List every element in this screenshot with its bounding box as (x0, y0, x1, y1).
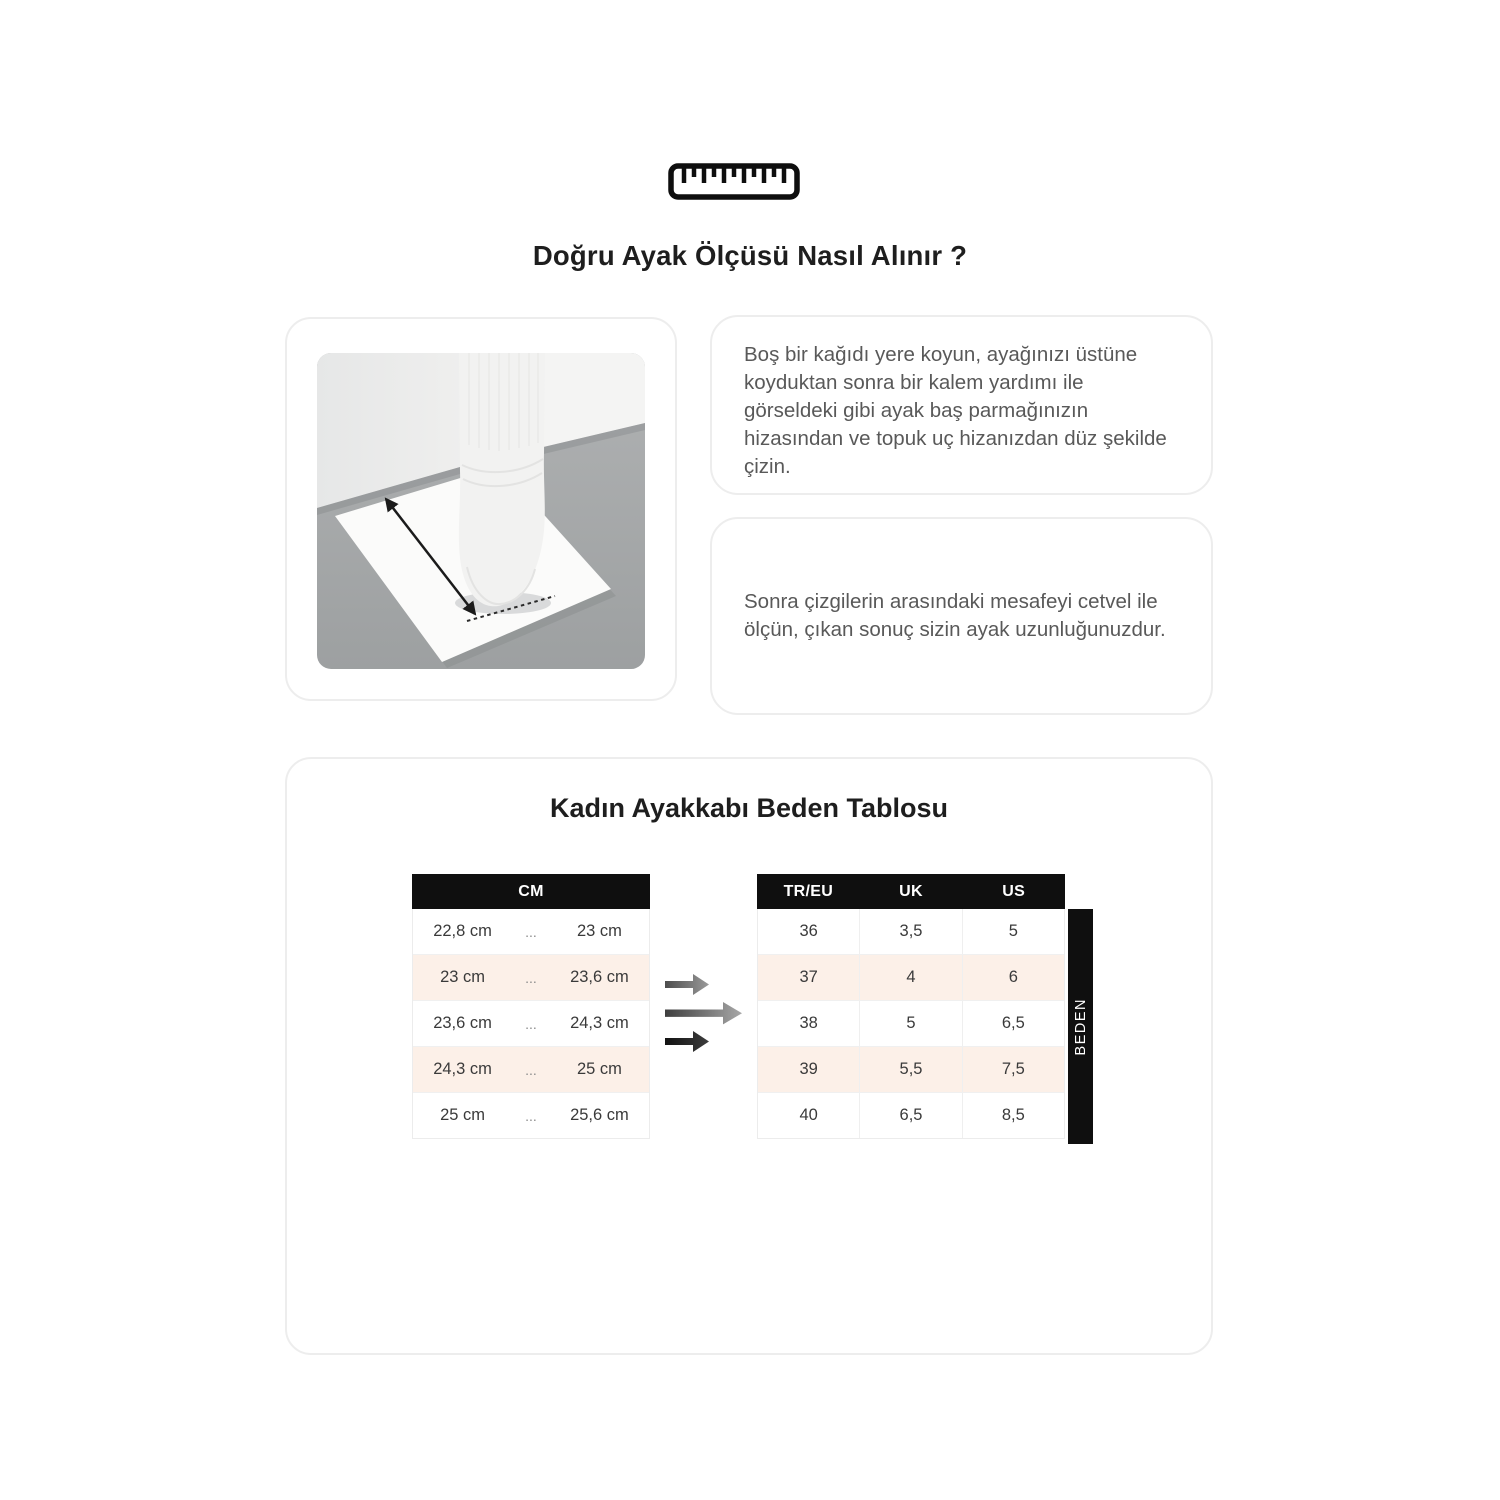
cm-value: 24,3 cm (433, 1060, 492, 1078)
range-separator: ... (525, 1107, 537, 1124)
range-separator: ... (525, 1061, 537, 1078)
size-table-row (758, 955, 1064, 1001)
cm-table-row (413, 1093, 649, 1138)
instruction-card-2 (710, 517, 1213, 715)
instruction-step-2: Sonra çizgilerin arasındaki mesafeyi cetvel ile ölçün, çıkan sonuç sizin ayak uzunluğunuzdur. (744, 590, 1166, 641)
beden-label-text: BEDEN (1072, 997, 1089, 1056)
size-value: 6 (962, 955, 1064, 1000)
size-column-header: TR/EU (783, 882, 834, 900)
instruction-card-1 (710, 315, 1213, 495)
size-value: 4 (859, 955, 961, 1000)
size-value: 7,5 (962, 1047, 1064, 1092)
cm-table-row (413, 1047, 649, 1093)
conversion-arrows-icon (663, 973, 747, 1053)
cm-value: 22,8 cm (433, 922, 492, 940)
size-table-body (757, 909, 1065, 1139)
range-separator: ... (525, 1015, 537, 1032)
size-value: 5 (962, 909, 1064, 954)
size-value: 5,5 (859, 1047, 961, 1092)
size-value: 3,5 (859, 909, 961, 954)
size-value: 5 (859, 1001, 961, 1046)
size-table-row (758, 909, 1064, 955)
cm-table-header: CM (412, 874, 650, 909)
measurement-photo-card (285, 317, 677, 701)
cm-table (412, 874, 650, 1139)
size-table-header-row (757, 874, 1065, 909)
size-value: 40 (799, 1106, 818, 1124)
size-chart-title: Kadın Ayakkabı Beden Tablosu (549, 793, 949, 823)
size-value: 39 (799, 1060, 818, 1078)
instruction-step-1: Boş bir kağıdı yere koyun, ayağınızı üstüne koyduktan sonra bir kalem yardımı ile görseldeki gibi ayak baş parmağınızın hizasından ve topuk uç hizanızdan düz şekilde çizin. (744, 343, 1167, 478)
cm-value: 24,3 cm (570, 1014, 629, 1032)
cm-table-row (413, 955, 649, 1001)
size-value: 6,5 (962, 1001, 1064, 1046)
size-chart-card (285, 757, 1213, 1355)
cm-value: 23,6 cm (570, 968, 629, 986)
ruler-icon (668, 163, 800, 200)
size-column-header: US (1002, 882, 1026, 900)
size-column-header: UK (899, 882, 923, 900)
size-value: 37 (799, 968, 818, 986)
size-table-row (758, 1047, 1064, 1093)
range-separator: ... (525, 969, 537, 986)
cm-value: 25 cm (576, 1060, 622, 1078)
cm-value: 25 cm (440, 1106, 486, 1124)
size-value: 6,5 (859, 1093, 961, 1138)
cm-table-row (413, 909, 649, 955)
page-title: Doğru Ayak Ölçüsü Nasıl Alınır ? (532, 240, 968, 271)
size-table-row (758, 1001, 1064, 1047)
size-table-row (758, 1093, 1064, 1138)
cm-table-body (412, 909, 650, 1139)
cm-value: 23,6 cm (433, 1014, 492, 1032)
range-separator: ... (525, 923, 537, 940)
cm-value: 23 cm (576, 922, 622, 940)
foot-measurement-photo (317, 353, 645, 669)
cm-value: 23 cm (440, 968, 486, 986)
size-conversion-table (757, 874, 1065, 1139)
size-value: 38 (799, 1014, 818, 1032)
size-value: 8,5 (962, 1093, 1064, 1138)
cm-value: 25,6 cm (570, 1106, 629, 1124)
size-value: 36 (799, 922, 818, 940)
beden-side-label (1068, 909, 1093, 1144)
cm-table-row (413, 1001, 649, 1047)
